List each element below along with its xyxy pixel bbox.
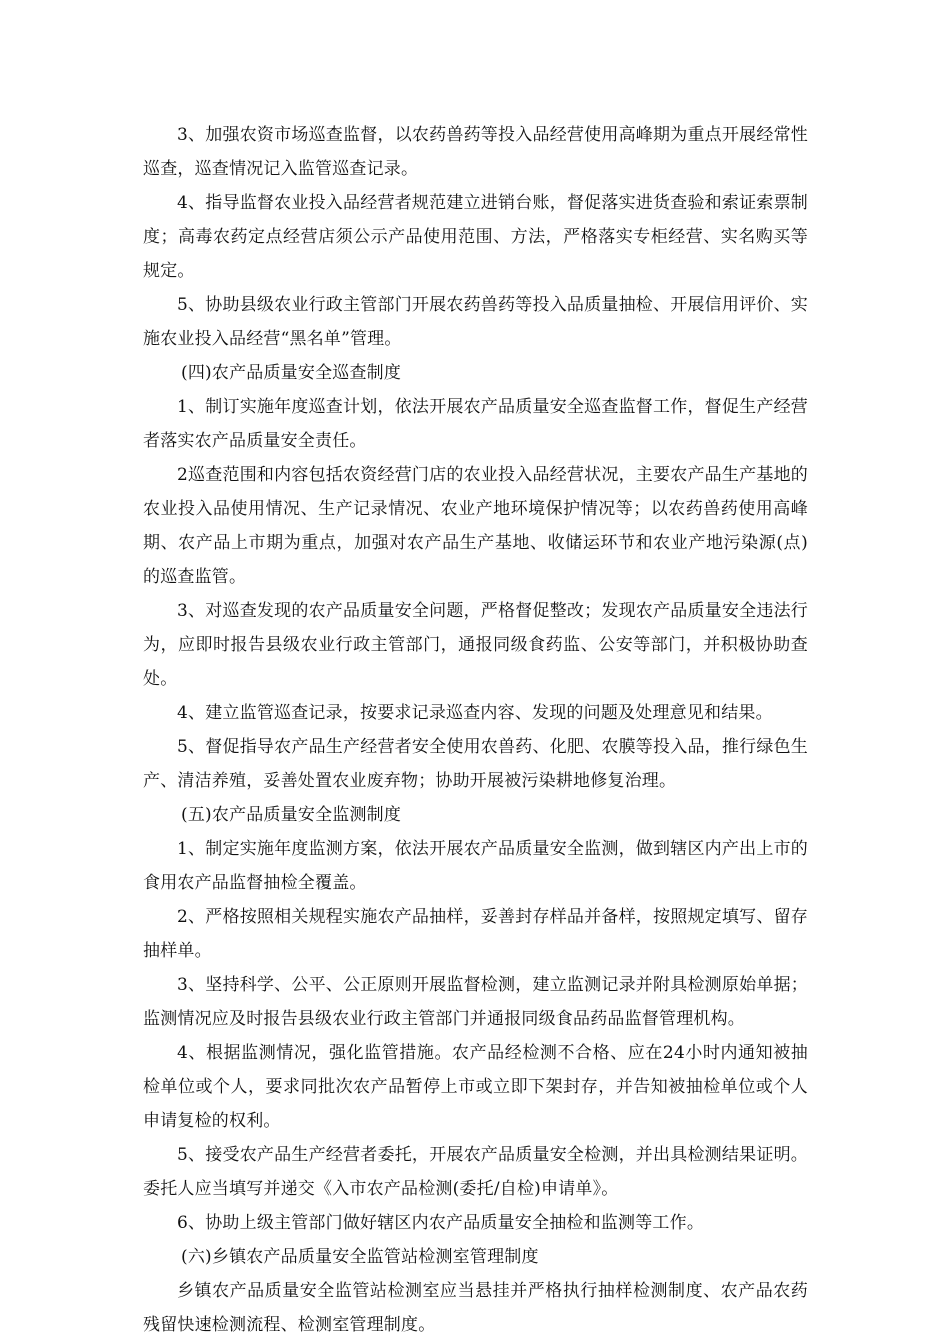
paragraph: 5、接受农产品生产经营者委托，开展农产品质量安全检测，并出具检测结果证明。委托人应当填写并递交《入市农产品检测(委托/自检)申请单》。 — [143, 1145, 808, 1199]
paragraph: 2巡查范围和内容包括农资经营门店的农业投入品经营状况，主要农产品生产基地的农业投入品使用情况、生产记录情况、农业产地环境保护情况等；以农药兽药使用高峰期、农产品上市期为重点，加强对农产品生产基地、收储运环节和农业产地污染源(点)的巡查监管。 — [143, 465, 808, 587]
section-heading: (四)农产品质量安全巡查制度 — [181, 363, 402, 383]
paragraph: 3、坚持科学、公平、公正原则开展监督检测，建立监测记录并附具检测原始单据；监测情况应及时报告县级农业行政主管部门并通报同级食品药品监督管理机构。 — [143, 975, 808, 1029]
paragraph: 4、根据监测情况，强化监管措施。农产品经检测不合格、应在24小时内通知被抽检单位或个人，要求同批次农产品暂停上市或立即下架封存，并告知被抽检单位或个人申请复检的权利。 — [143, 1043, 808, 1131]
paragraph: 4、建立监管巡查记录，按要求记录巡查内容、发现的问题及处理意见和结果。 — [177, 703, 773, 723]
paragraph: 2、严格按照相关规程实施农产品抽样，妥善封存样品并备样，按照规定填写、留存抽样单。 — [143, 907, 808, 961]
paragraph: 3、对巡查发现的农产品质量安全问题，严格督促整改；发现农产品质量安全违法行为，应即时报告县级农业行政主管部门，通报同级食药监、公安等部门，并积极协助查处。 — [143, 601, 808, 689]
paragraph: 乡镇农产品质量安全监管站检测室应当悬挂并严格执行抽样检测制度、农产品农药残留快速检测流程、检测室管理制度。 — [143, 1281, 808, 1335]
document-body — [143, 118, 808, 1342]
paragraph: 1、制定实施年度监测方案，依法开展农产品质量安全监测，做到辖区内产出上市的食用农产品监督抽检全覆盖。 — [143, 839, 808, 893]
paragraph: 5、协助县级农业行政主管部门开展农药兽药等投入品质量抽检、开展信用评价、实施农业投入品经营“黑名单”管理。 — [143, 295, 808, 349]
paragraph: 5、督促指导农产品生产经营者安全使用农兽药、化肥、农膜等投入品，推行绿色生产、清洁养殖，妥善处置农业废弃物；协助开展被污染耕地修复治理。 — [143, 737, 808, 791]
section-heading: (五)农产品质量安全监测制度 — [181, 805, 402, 825]
paragraph: 6、协助上级主管部门做好辖区内农产品质量安全抽检和监测等工作。 — [177, 1213, 705, 1233]
paragraph: 4、指导监督农业投入品经营者规范建立进销台账，督促落实进货查验和索证索票制度；高毒农药定点经营店须公示产品使用范围、方法，严格落实专柜经营、实名购买等规定。 — [143, 193, 808, 281]
section-heading: (六)乡镇农产品质量安全监管站检测室管理制度 — [181, 1247, 539, 1267]
paragraph: 1、制订实施年度巡查计划，依法开展农产品质量安全巡查监督工作，督促生产经营者落实农产品质量安全责任。 — [143, 397, 808, 451]
paragraph: 3、加强农资市场巡查监督，以农药兽药等投入品经营使用高峰期为重点开展经常性巡查，巡查情况记入监管巡查记录。 — [143, 125, 808, 179]
